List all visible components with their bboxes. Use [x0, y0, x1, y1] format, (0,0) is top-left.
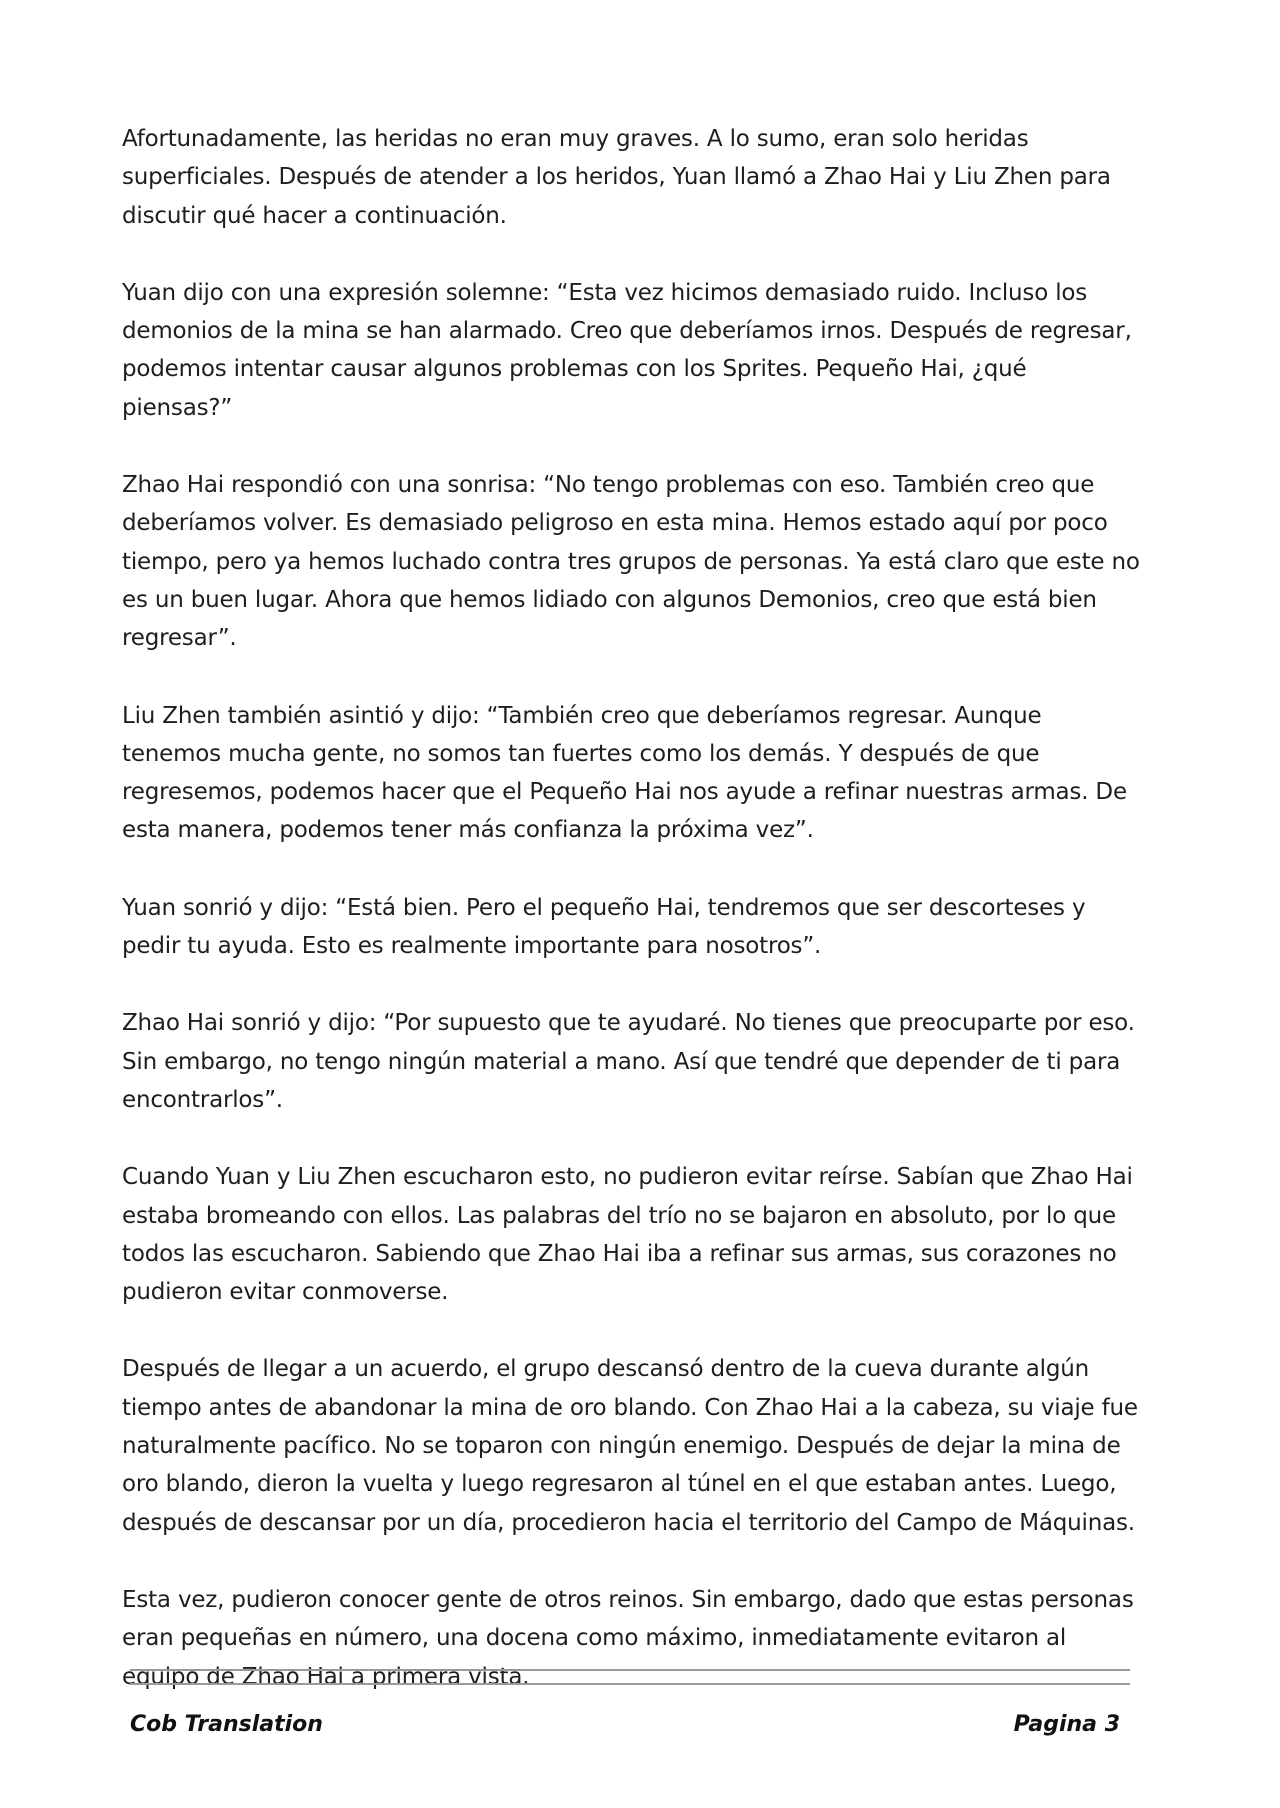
paragraph: Después de llegar a un acuerdo, el grupo descansó dentro de la cueva durante algún tiempo antes de abandonar la mina de oro blando. Con Zhao Hai a la cabeza, su viaje fue naturalmente pacífico. No se toparon con ningún enemigo. Después de dejar la mina de oro blando, dieron la vuelta y luego regresaron al túnel en el que estaban antes. Luego, después de descansar por un día, procedieron hacia el territorio del Campo de Máquinas. — [122, 1356, 1138, 1536]
paragraph: Liu Zhen también asintió y dijo: “También creo que deberíamos regresar. Aunque tenemos mucha gente, no somos tan fuertes como los demás. Y después de que regresemos, podemos hacer que el Pequeño Hai nos ayude a refinar nuestras armas. De esta manera, podemos tener más confianza la próxima vez”. — [122, 702, 1127, 844]
paragraph: Zhao Hai sonrió y dijo: “Por supuesto que te ayudaré. No tienes que preocuparte por eso. Sin embargo, no tengo ningún material a mano. Así que tendré que depender de ti para encontrarlos”. — [122, 1010, 1135, 1113]
paragraph: Yuan dijo con una expresión solemne: “Esta vez hicimos demasiado ruido. Incluso los demonios de la mina se han alarmado. Creo que deberíamos irnos. Después de regresar, podemos intentar causar algunos problemas con los Sprites. Pequeño Hai, ¿qué piensas?” — [122, 279, 1132, 421]
footer-divider-top — [130, 1669, 1130, 1671]
footer-page-number: Pagina 3 — [1013, 1712, 1120, 1737]
paragraph: Zhao Hai respondió con una sonrisa: “No tengo problemas con eso. También creo que deberíamos volver. Es demasiado peligroso en esta mina. Hemos estado aquí por poco tiempo, pero ya hemos luchado contra tres grupos de personas. Ya está claro que este no es un buen lugar. Ahora que hemos lidiado con algunos Demonios, creo que está bien regresar”. — [122, 472, 1140, 652]
paragraph: Esta vez, pudieron conocer gente de otros reinos. Sin embargo, dado que estas personas eran pequeñas en número, una docena como máximo, inmediatamente evitaron al equipo de Zhao Hai a primera vista. — [122, 1586, 1134, 1690]
body-text — [122, 120, 1142, 1735]
footer-translator-credit: Cob Translation — [130, 1712, 323, 1737]
paragraph: Yuan sonrió y dijo: “Está bien. Pero el pequeño Hai, tendremos que ser descorteses y pedir tu ayuda. Esto es realmente importante para nosotros”. — [122, 894, 1086, 960]
paragraph: Cuando Yuan y Liu Zhen escucharon esto, no pudieron evitar reírse. Sabían que Zhao Hai estaba bromeando con ellos. Las palabras del trío no se bajaron en absoluto, por lo que todos las escucharon. Sabiendo que Zhao Hai iba a refinar sus armas, sus corazones no pudieron evitar conmoverse. — [122, 1164, 1133, 1306]
paragraph: Afortunadamente, las heridas no eran muy graves. A lo sumo, eran solo heridas superficiales. Después de atender a los heridos, Yuan llamó a Zhao Hai y Liu Zhen para discutir qué hacer a continuación. — [122, 126, 1111, 229]
footer-divider-bottom — [130, 1683, 1130, 1685]
